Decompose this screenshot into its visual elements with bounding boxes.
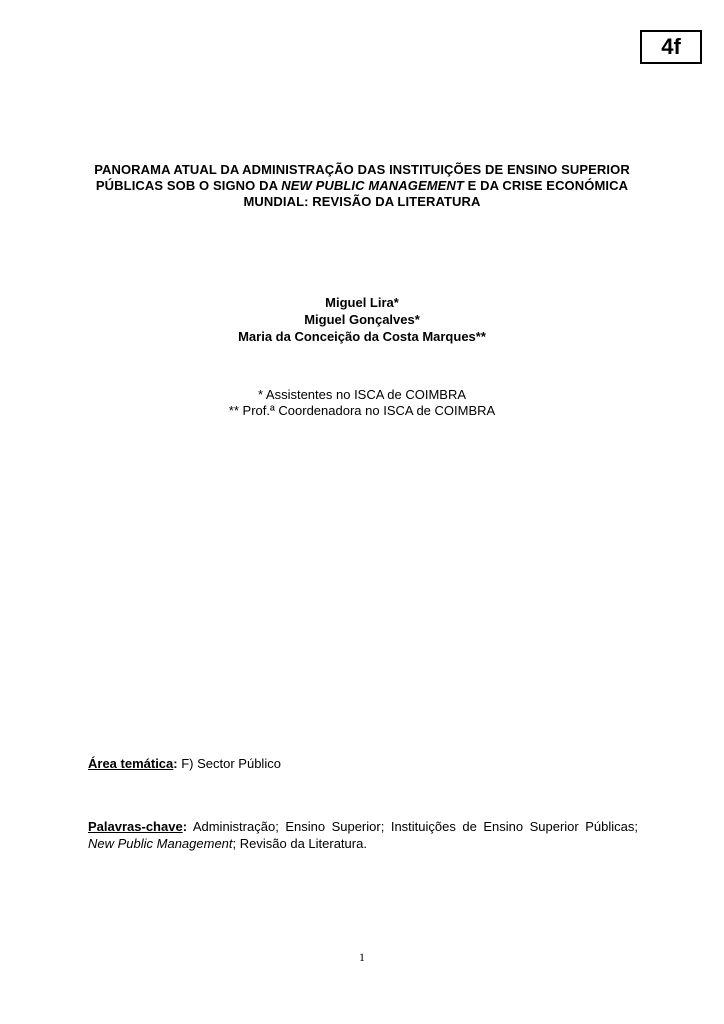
keywords-label: Palavras-chave	[88, 819, 183, 834]
thematic-area	[88, 756, 648, 772]
document-code-label: 4f	[640, 30, 702, 64]
title-line-3: MUNDIAL: REVISÃO DA LITERATURA	[243, 194, 481, 209]
title-line-2	[60, 178, 664, 194]
thematic-area-value: F) Sector Público	[177, 756, 281, 771]
title-line-2-start: PÚBLICAS SOB O SIGNO DA	[95, 178, 282, 193]
author-list	[60, 294, 664, 345]
keywords-section	[88, 818, 638, 852]
keywords-colon: :	[182, 819, 188, 834]
keywords-tail: ; Revisão da Literatura.	[232, 836, 367, 851]
page-number: 1	[359, 950, 365, 964]
document-title	[60, 162, 664, 210]
affiliation-line: ** Prof.ª Coordenadora no ISCA de COIMBRA	[228, 403, 496, 418]
title-line-2-end: E DA CRISE ECONÓMICA	[463, 178, 629, 193]
keywords-text: Administração; Ensino Superior; Instituições de Ensino Superior Públicas;	[187, 819, 638, 834]
thematic-area-label: Área temática	[88, 756, 174, 771]
affiliation-list	[60, 387, 664, 419]
title-line-1: PANORAMA ATUAL DA ADMINISTRAÇÃO DAS INSTITUIÇÕES DE ENSINO SUPERIOR	[94, 162, 630, 177]
thematic-area-colon: :	[173, 756, 178, 771]
affiliation-line: * Assistentes no ISCA de COIMBRA	[257, 387, 467, 402]
keywords-italic-term: New Public Management	[88, 836, 233, 851]
author-name: Miguel Lira*	[325, 295, 399, 310]
author-name: Maria da Conceição da Costa Marques**	[238, 329, 486, 344]
author-name: Miguel Gonçalves*	[304, 312, 420, 327]
title-italic-term: NEW PUBLIC MANAGEMENT	[281, 178, 464, 193]
